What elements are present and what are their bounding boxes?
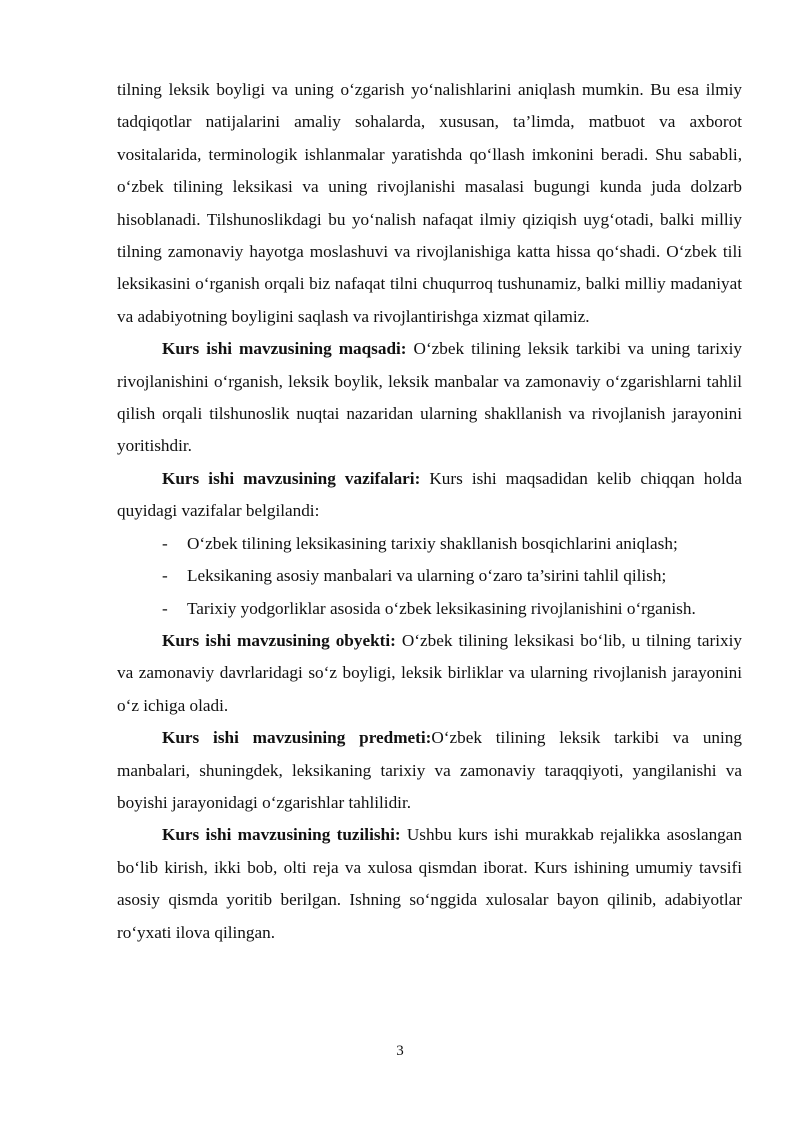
list-item — [117, 560, 742, 592]
dash-bullet: - — [162, 598, 168, 618]
object-paragraph — [117, 625, 742, 722]
tasks-heading: Kurs ishi mavzusining vazifalari: — [162, 468, 421, 488]
object-text: O‘zbek tilining leksikasi bo‘lib, u tilning tarixiy va zamonaviy davrlaridagi so‘z boyligi, leksik birliklar va ularning rivojlanish jarayonini o‘z ichiga oladi. — [117, 630, 742, 715]
goal-text: O‘zbek tilining leksik tarkibi va uning tarixiy rivojlanishini o‘rganish, leksik boylik, leksik manbalar va zamonaviy o‘zgarishlarni tahlil qilish orqali tilshunoslik nuqtai nazaridan ularning shakllanish va rivojlanish jarayonini yoritishdir. — [117, 339, 742, 456]
dash-bullet: - — [162, 533, 168, 553]
list-item-text: Tarixiy yodgorliklar asosida o‘zbek leksikasining rivojlanishini o‘rganish. — [187, 598, 696, 618]
structure-paragraph — [117, 819, 742, 949]
dash-bullet: - — [162, 566, 168, 586]
tasks-list — [117, 528, 742, 625]
page-body — [117, 74, 742, 949]
goal-heading: Kurs ishi mavzusining maqsadi: — [162, 339, 407, 359]
tasks-paragraph — [117, 463, 742, 528]
subject-heading: Kurs ishi mavzusining predmeti: — [162, 728, 432, 748]
list-item-text: Leksikaning asosiy manbalari va ularning o‘zaro ta’sirini tahlil qilish; — [187, 566, 667, 586]
subject-paragraph — [117, 722, 742, 819]
list-item-text: O‘zbek tilining leksikasining tarixiy shakllanish bosqichlarini aniqlash; — [187, 533, 678, 553]
tasks-text: Kurs ishi maqsadidan kelib chiqqan holda quyidagi vazifalar belgilandi: — [117, 468, 742, 521]
goal-paragraph — [117, 333, 742, 463]
list-item — [117, 593, 742, 625]
page-number: 3 — [396, 1043, 404, 1059]
object-heading: Kurs ishi mavzusining obyekti: — [162, 630, 396, 650]
structure-heading: Kurs ishi mavzusining tuzilishi: — [162, 825, 401, 845]
list-item — [117, 528, 742, 560]
subject-text: O‘zbek tilining leksik tarkibi va uning manbalari, shuningdek, leksikaning tarixiy va zamonaviy taraqqiyoti, yangilanishi va boyishi jarayonidagi o‘zgarishlar tahlilidir. — [117, 728, 742, 812]
structure-text: Ushbu kurs ishi murakkab rejalikka asoslangan bo‘lib kirish, ikki bob, olti reja va xulosa qismdan iborat. Kurs ishining umumiy tavsifi asosiy qismda yoritib berilgan. Ishning so‘nggida xulosalar bayon qilinib, adabiyotlar ro‘yxati ilova qilingan. — [117, 825, 743, 942]
intro-paragraph: tilning leksik boyligi va uning o‘zgarish yo‘nalishlarini aniqlash mumkin. Bu esa ilmiy tadqiqotlar natijalarini amaliy sohalarda, xususan, ta’limda, matbuot va axborot vositalarida, terminologik ishlanmalar yaratishda qo‘llash imkonini beradi. Shu sababli, o‘zbek tilining leksikasi va uning rivojlanishi masalasi bugungi kunda juda dolzarb hisoblanadi. Tilshunoslikdagi bu yo‘nalish nafaqat ilmiy qiziqish uyg‘otadi, balki milliy tilning zamonaviy hayotga moslashuvi va rivojlanishiga katta hissa qo‘shadi. O‘zbek tili leksikasini o‘rganish orqali biz nafaqat tilni chuqurroq tushunamiz, balki milliy madaniyat va adabiyotning boyligini saqlash va rivojlantirishga xizmat qilamiz. — [117, 80, 742, 326]
